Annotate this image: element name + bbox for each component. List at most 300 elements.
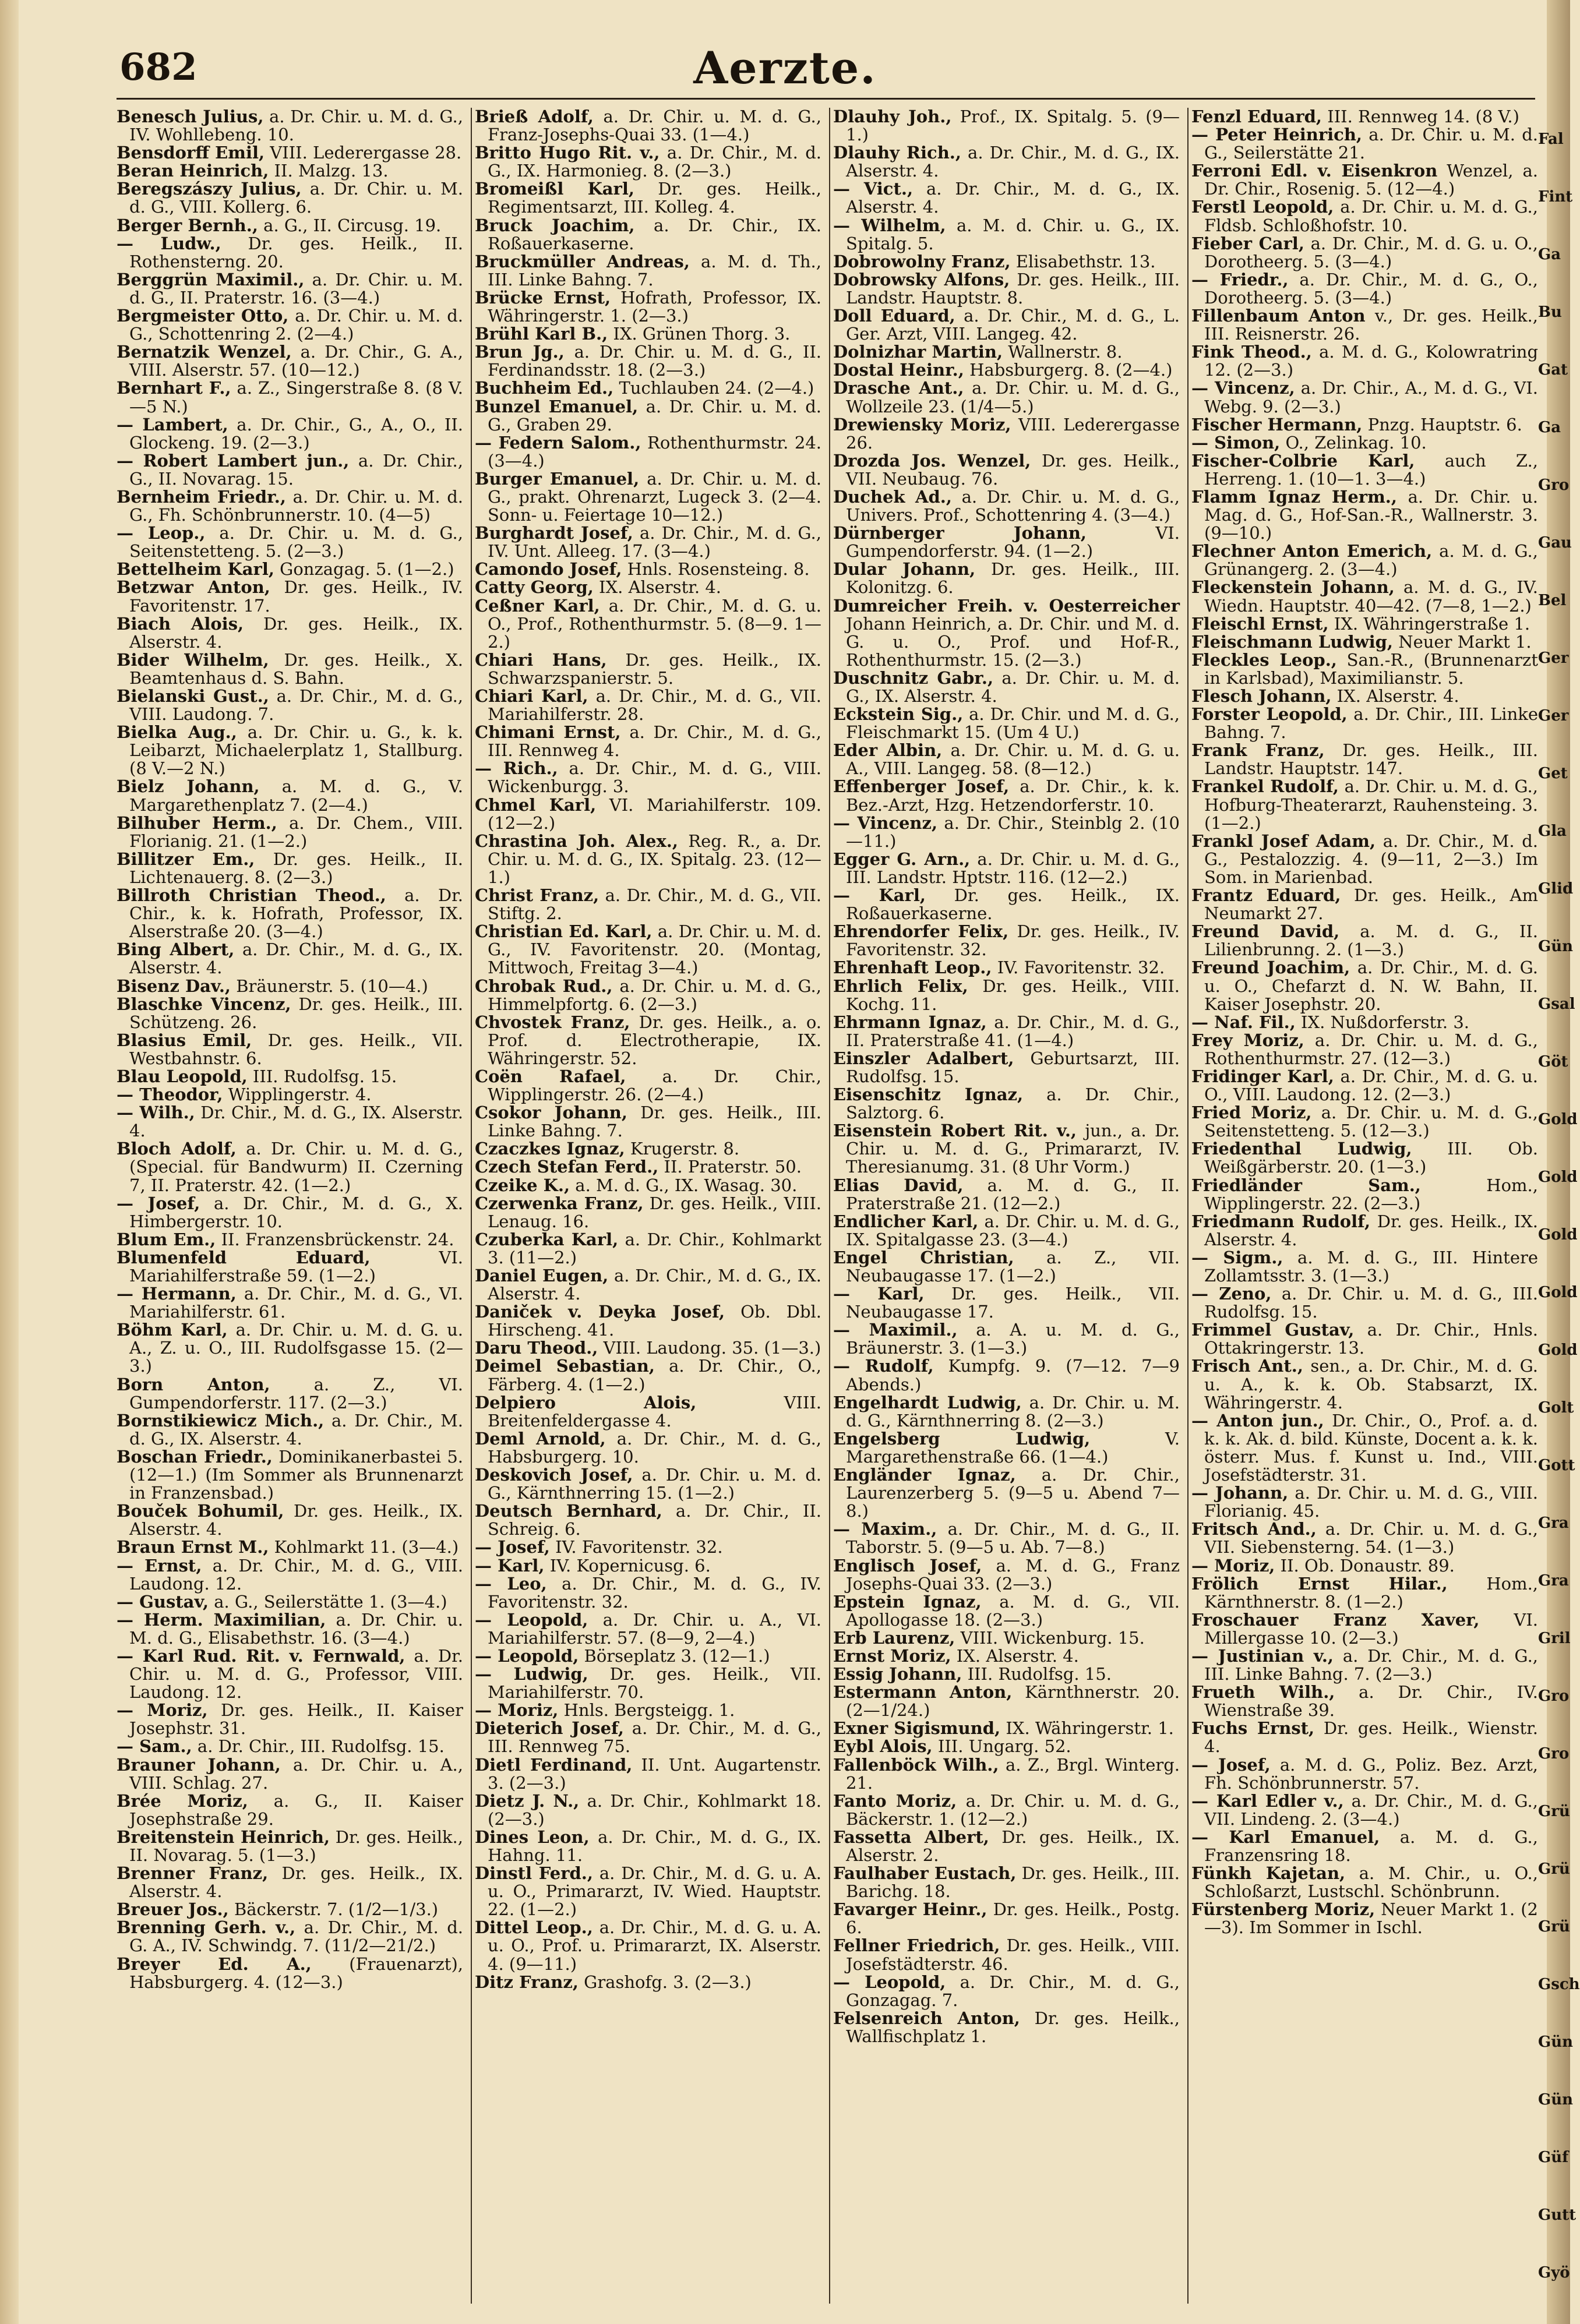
directory-entry xyxy=(117,1104,463,1140)
entry-details: a. Dr. Chir., M. d. G. u. O., Dorotheerg. 5. (3—4.) xyxy=(1204,233,1538,271)
entry-details: Geburtsarzt, III. Rudolfsg. 15. xyxy=(846,1048,1180,1086)
entry-details: II. Unt. Augartenstr. 3. (2—3.) xyxy=(488,1754,821,1793)
entry-details: a. Dr. Chir., k. k. Hofrath, Professor, IX. Alserstraße 20. (3—4.) xyxy=(129,885,464,942)
entry-name: Bisenz Dav., xyxy=(117,976,231,996)
entry-details: Dr. ges. Heilk., IX. Roßauerkaserne. xyxy=(846,885,1180,924)
entry-details: III. Rudolfsg. 15. xyxy=(247,1066,397,1086)
entry-name: Burghardt Josef, xyxy=(475,523,633,543)
entry-details: a. Dr. Chir., M. d. G., IX. Alserstr. 4. xyxy=(488,1266,821,1304)
directory-entry xyxy=(475,180,821,216)
entry-name: — Leopold, xyxy=(475,1609,588,1630)
running-title: Aerzte. xyxy=(693,42,877,94)
entry-name: — Anton jun., xyxy=(1191,1410,1324,1431)
entry-name: Dürnberger Johann, xyxy=(833,523,1087,543)
entry-details: VIII. Breitenfeldergasse 4. xyxy=(488,1392,821,1431)
entry-name: — Sam., xyxy=(117,1736,192,1757)
entry-name: Fridinger Karl, xyxy=(1191,1066,1334,1086)
entry-details: Dominikanerbastei 5. (12—1.) (Im Sommer als Brunnenarzt in Franzensbad.) xyxy=(129,1446,463,1503)
entry-details: VI. Mariahilferstraße 59. (1—2.) xyxy=(129,1247,463,1285)
entry-name: — Wilhelm, xyxy=(833,215,946,235)
directory-entry xyxy=(117,1086,463,1104)
entry-name: Froschauer Franz Xaver, xyxy=(1191,1609,1480,1630)
directory-entry xyxy=(475,524,821,560)
directory-entry xyxy=(833,886,1180,923)
facing-page-fragment: Gra xyxy=(1538,1572,1569,1590)
directory-entry xyxy=(117,1756,463,1792)
entry-name: Ehrlich Felix, xyxy=(833,976,968,996)
directory-entry xyxy=(117,1376,463,1412)
entry-details: a. Dr. Chir., M. d. G., IV. Unt. Alleeg. 17. (3—4.) xyxy=(488,523,821,561)
directory-column-2 xyxy=(475,108,821,2304)
entry-name: Biach Alois, xyxy=(117,613,244,634)
entry-details: VI. Gumpendorferstr. 94. (1—2.) xyxy=(846,523,1180,561)
entry-details: VI. Mariahilferstr. 109. (12—2.) xyxy=(488,794,821,833)
directory-entry xyxy=(833,597,1180,669)
entry-name: Deskovich Josef, xyxy=(475,1465,633,1485)
entry-details: IX. Alserstr. 4. xyxy=(1331,686,1459,706)
entry-name: Deutsch Bernhard, xyxy=(475,1501,662,1521)
directory-entry xyxy=(1191,235,1538,271)
directory-entry xyxy=(833,1683,1180,1719)
directory-entry xyxy=(475,1719,821,1756)
entry-details: II. Malzg. 13. xyxy=(269,161,389,181)
entry-details: a. Dr. Chir. u. M. d. G., IX. Spitalgasse 23. (3—4.) xyxy=(846,1211,1180,1249)
entry-details: III. Ob. Weißgärberstr. 20. (1—3.) xyxy=(1204,1139,1538,1177)
directory-entry xyxy=(117,687,463,723)
facing-page-fragment: Gyö xyxy=(1538,2264,1570,2281)
entry-details: a. Dr. Chir., IX. Roßauerkaserne. xyxy=(488,215,821,253)
entry-name: — Leopold, xyxy=(475,1645,579,1666)
entry-details: Dr. ges. Heilk., III. Landstr. Hauptstr. 147. xyxy=(1204,740,1538,779)
directory-entry xyxy=(833,1647,1180,1665)
directory-entry xyxy=(833,705,1180,741)
entry-name: Czeike K., xyxy=(475,1175,570,1195)
entry-name: — Karl, xyxy=(833,1284,925,1304)
directory-entry xyxy=(117,1195,463,1231)
entry-name: Ehrmann Ignaz, xyxy=(833,1012,987,1032)
entry-name: Frankl Josef Adam, xyxy=(1191,831,1376,851)
entry-details: a. Dr. Chir. u. M. d. G., Fh. Schönbrunnerstr. 10. (4—5) xyxy=(129,486,463,525)
entry-name: Flesch Johann, xyxy=(1191,686,1332,706)
entry-details: a. Dr. Chir., Steinblg 2. (10—11.) xyxy=(846,813,1180,851)
directory-entry xyxy=(117,651,463,687)
entry-details: Dr. ges. Heilk., a. o. Prof. d. Electrotherapie, IX. Währingerstr. 52. xyxy=(488,1012,821,1068)
column-divider xyxy=(829,108,830,2304)
directory-entry xyxy=(1191,1756,1538,1792)
entry-name: Bornstikiewicz Mich., xyxy=(117,1410,325,1431)
entry-name: Fleischl Ernst, xyxy=(1191,613,1329,634)
entry-name: Breyer Ed. A., xyxy=(117,1954,312,1974)
facing-page-fragment: Glid xyxy=(1538,880,1574,898)
scan-left-edge xyxy=(0,0,19,2324)
entry-details: a. M. Chir., u. O., Schloßarzt, Lustschl. Schönbrunn. xyxy=(1204,1863,1538,1902)
facing-page-fragment: Gold xyxy=(1538,1226,1578,1244)
directory-entry xyxy=(117,886,463,941)
entry-details: a. Dr. Chir., Hnls. Ottakringerstr. 13. xyxy=(1204,1320,1539,1358)
directory-entry xyxy=(117,217,463,235)
entry-name: Fanto Moriz, xyxy=(833,1790,957,1811)
directory-entry xyxy=(117,1955,463,1991)
facing-page-fragment: Gla xyxy=(1538,822,1567,840)
entry-details: Dr. ges. Heilk., III. Linke Bahng. 7. xyxy=(488,1103,821,1141)
directory-entry xyxy=(833,2009,1180,2046)
entry-details: Reg. R., a. Dr. Chir. u. M. d. G., IX. Spitalg. 23. (12—1.) xyxy=(488,831,821,887)
directory-entry xyxy=(833,253,1180,271)
directory-entry xyxy=(475,1303,821,1339)
entry-details: IX. Alserstr. 4. xyxy=(593,577,722,598)
entry-name: Engelsberg Ludwig, xyxy=(833,1428,1091,1449)
entry-name: — Hermann, xyxy=(117,1284,237,1304)
directory-entry xyxy=(117,1792,463,1828)
facing-page-fragment: Gün xyxy=(1538,2033,1574,2051)
entry-name: — Rudolf, xyxy=(833,1356,934,1376)
directory-entry xyxy=(475,108,821,144)
entry-name: — Ludwig, xyxy=(475,1664,588,1684)
entry-name: Daru Theod., xyxy=(475,1338,598,1358)
entry-details: a. M. d. G., Poliz. Bez. Arzt, Fh. Schönbrunnerstr. 57. xyxy=(1204,1754,1539,1793)
entry-details: v., Dr. ges. Heilk., III. Reisnerstr. 26. xyxy=(1204,306,1538,344)
directory-entry xyxy=(833,923,1180,959)
directory-entry xyxy=(1191,1864,1538,1901)
entry-name: Friedmann Rudolf, xyxy=(1191,1211,1371,1231)
entry-details: Dr. ges. Heilk., Postg. 6. xyxy=(846,1899,1180,1938)
directory-entry xyxy=(1191,1013,1538,1032)
entry-name: — Josef, xyxy=(475,1537,550,1557)
entry-details: a. M. d. Chir. u. G., IX. Spitalg. 5. xyxy=(846,215,1180,253)
entry-details: a. Dr. Chir. u. M. d. G., Bäckerstr. 1. (12—2.) xyxy=(846,1790,1180,1829)
entry-name: — Leo, xyxy=(475,1573,547,1594)
entry-name: Duschnitz Gabr., xyxy=(833,667,994,688)
entry-name: Buchheim Ed., xyxy=(475,378,614,398)
entry-details: Tuchlauben 24. (2—4.) xyxy=(613,378,814,398)
directory-entry xyxy=(833,1792,1180,1828)
entry-name: Dinstl Ferd., xyxy=(475,1863,593,1884)
directory-entry xyxy=(475,832,821,886)
directory-entry xyxy=(475,1919,821,1973)
entry-details: San.-R., (Brunnenarzt in Karlsbad), Maximilianstr. 5. xyxy=(1204,649,1538,688)
entry-name: Chrastina Joh. Alex., xyxy=(475,831,678,851)
entry-name: Exner Sigismund, xyxy=(833,1718,1001,1739)
entry-name: Egger G. Arn., xyxy=(833,849,971,869)
entry-name: Brun Jg., xyxy=(475,342,565,362)
directory-entry xyxy=(117,1285,463,1321)
entry-details: III. Rudolfsg. 15. xyxy=(962,1664,1112,1684)
directory-entry xyxy=(833,307,1180,343)
entry-details: a. Dr. Chir. u. M. d. G., Univers. Prof., Schottenring 4. (3—4.) xyxy=(846,486,1180,525)
entry-details: a. Dr. Chir., III. Rudolfsg. 15. xyxy=(192,1736,445,1757)
entry-details: a. M. d. G., III. Hintere Zollamtsstr. 3. (1—3.) xyxy=(1204,1247,1539,1285)
entry-details: a. Dr. Chir., G. A., VIII. Alserstr. 57. (10—12.) xyxy=(129,342,463,380)
entry-name: Engländer Ignaz, xyxy=(833,1465,1016,1485)
entry-name: Blasius Emil, xyxy=(117,1030,252,1050)
entry-details: a. Z., VI. Gumpendorferstr. 117. (2—3.) xyxy=(129,1374,463,1412)
directory-entry xyxy=(117,1701,463,1737)
directory-entry xyxy=(833,361,1180,379)
entry-name: Dumreicher Freih. v. Oesterreicher xyxy=(833,595,1180,616)
entry-name: Faulhaber Eustach, xyxy=(833,1863,1017,1884)
entry-details: VIII. Wickenburg. 15. xyxy=(955,1627,1145,1648)
directory-entry xyxy=(1191,1068,1538,1104)
directory-entry xyxy=(833,1557,1180,1593)
directory-entry xyxy=(117,995,463,1032)
page-number: 682 xyxy=(119,45,198,89)
entry-name: — Theodor, xyxy=(117,1085,223,1105)
entry-name: Britto Hugo Rit. v., xyxy=(475,143,660,163)
entry-details: a. Dr. Chir., M. d. G., VIII. Laudong. 7. xyxy=(129,686,464,725)
entry-details: a. M. d. G., Grünangerg. 2. (3—4.) xyxy=(1204,541,1538,580)
entry-details: Kohlmarkt 11. (3—4.) xyxy=(269,1537,459,1557)
directory-entry xyxy=(833,488,1180,524)
entry-details: Wenzel, a. Dr. Chir., Rosenig. 5. (12—4.) xyxy=(1204,161,1538,199)
entry-details: a. Dr. Chir., M. d. G. u. A. u. O., Prof. u. Primararzt, IX. Alserstr. 4. (9—11.) xyxy=(488,1917,821,1974)
entry-name: Brée Moriz, xyxy=(117,1790,248,1811)
facing-page-fragment: Get xyxy=(1538,765,1568,782)
facing-page-fragment: Gsal xyxy=(1538,995,1575,1013)
entry-details: a. Dr. Chir. u. Mag. d. G., Hof-San.-R., Wallnerstr. 3. (9—10.) xyxy=(1204,486,1538,543)
entry-details: a. Dr. Chir., Kohlmarkt 18. (2—3.) xyxy=(488,1790,821,1829)
entry-name: Brauner Johann, xyxy=(117,1754,281,1775)
entry-name: Bunzel Emanuel, xyxy=(475,396,639,416)
entry-name: Frankel Rudolf, xyxy=(1191,776,1339,797)
entry-details: a. M. d. G., II. Praterstraße 21. (12—2.) xyxy=(846,1175,1180,1213)
directory-entry xyxy=(117,144,463,162)
entry-name: Bernheim Friedr., xyxy=(117,486,286,507)
entry-details: Wallnerstr. 8. xyxy=(1003,342,1123,362)
entry-details: Dr. ges. Heilk., VIII. Kochg. 11. xyxy=(846,976,1180,1014)
directory-entry xyxy=(833,1177,1180,1213)
entry-details: Dr. Chir., M. d. G., IX. Alserstr. 4. xyxy=(129,1103,463,1141)
directory-entry xyxy=(1191,1213,1538,1249)
entry-details: a. Dr. Chir. u. M. d. G. u. A., VIII. Langeg. 58. (8—12.) xyxy=(846,740,1180,779)
directory-entry xyxy=(1191,434,1538,452)
entry-name: Frey Moriz, xyxy=(1191,1030,1304,1050)
directory-entry xyxy=(1191,705,1538,741)
directory-entry xyxy=(1191,1140,1538,1176)
facing-page-fragment: Göt xyxy=(1538,1053,1568,1071)
entry-details: a. G., Seilerstätte 1. (3—4.) xyxy=(209,1591,447,1612)
facing-page-fragment: Gro xyxy=(1538,1687,1570,1705)
entry-details: a. Dr. Chir. u. M. d. G., III. Landstr. Hptstr. 116. (12—2.) xyxy=(846,849,1180,887)
directory-entry xyxy=(1191,1412,1538,1484)
entry-details: a. Dr. Chem., VIII. Florianig. 21. (1—2.) xyxy=(129,813,463,851)
entry-details: a. Dr. Chir. u. M. d. G., Schottenring 2. (2—4.) xyxy=(129,306,463,344)
entry-name: Ehrenhaft Leop., xyxy=(833,958,992,978)
entry-details: a. Dr. Chir. u. M. d. G., II. Praterstr. 16. (3—4.) xyxy=(129,269,464,308)
directory-entry xyxy=(475,1647,821,1665)
directory-entry xyxy=(1191,488,1538,542)
entry-details: Dr. ges. Heilk., VIII. Josefstädterstr. 46. xyxy=(846,1936,1180,1974)
entry-details: a. Dr. Chir., M. d. G., VIII. Laudong. 12. xyxy=(129,1555,463,1594)
directory-entry xyxy=(117,271,463,307)
entry-name: Brühl Karl B., xyxy=(475,324,608,344)
directory-entry xyxy=(117,1448,463,1502)
entry-details: a. Dr. Chir., M. d. G., Pestalozzig. 4. (9—11, 2—3.) Im Som. in Marienbad. xyxy=(1204,831,1538,887)
entry-details: III. Ungarg. 52. xyxy=(932,1736,1071,1757)
directory-entry xyxy=(475,289,821,325)
entry-name: — Karl Emanuel, xyxy=(1191,1827,1380,1847)
entry-details: a. Dr. Chir. u. M. d. G., (Special. für Bandwurm) II. Czerning 7, II. Praterstr. 42. (1—2.) xyxy=(129,1139,463,1195)
directory-entry xyxy=(475,1104,821,1140)
entry-name: Böhm Karl, xyxy=(117,1320,228,1340)
directory-entry xyxy=(475,651,821,687)
directory-entry xyxy=(833,271,1180,307)
entry-name: Burger Emanuel, xyxy=(475,468,640,489)
directory-entry xyxy=(833,1086,1180,1122)
directory-entry xyxy=(1191,343,1538,379)
directory-entry xyxy=(475,560,821,578)
entry-name: Brücke Ernst, xyxy=(475,287,611,308)
entry-name: Englisch Josef, xyxy=(833,1555,982,1576)
entry-details: Dr. ges. Heilk., IX. Alserstr. 2. xyxy=(846,1827,1180,1865)
facing-page-fragment: Gsch xyxy=(1538,1976,1580,1993)
entry-details: a. Dr. Chir., G., II. Novarag. 15. xyxy=(129,450,463,489)
entry-details: VIII. Lederergasse 28. xyxy=(264,143,462,163)
entry-details: Wipplingerstr. 4. xyxy=(223,1085,372,1105)
directory-entry xyxy=(117,850,463,886)
entry-name: Blum Em., xyxy=(117,1229,216,1249)
directory-entry xyxy=(475,1502,821,1538)
entry-details: Pnzg. Hauptstr. 6. xyxy=(1362,414,1522,435)
directory-entry xyxy=(1191,1177,1538,1213)
directory-entry xyxy=(475,1068,821,1104)
entry-name: Fried Moriz, xyxy=(1191,1103,1312,1123)
directory-entry xyxy=(475,760,821,796)
entry-name: Frölich Ernst Hilar., xyxy=(1191,1573,1448,1594)
directory-entry xyxy=(117,1647,463,1701)
directory-entry xyxy=(833,1973,1180,2009)
directory-entry xyxy=(117,1321,463,1375)
entry-name: Chiari Karl, xyxy=(475,686,588,706)
entry-name: Bielanski Gust., xyxy=(117,686,269,706)
entry-details: Hnls. Rosensteing. 8. xyxy=(622,559,810,580)
facing-page-fragment: Fint xyxy=(1538,188,1573,206)
entry-details: Dr. ges. Heilk., III. Landstr. Hauptstr. 8. xyxy=(846,269,1180,308)
entry-details: a. Dr. Chir., Kohlmarkt 3. (11—2.) xyxy=(488,1229,821,1267)
entry-name: — Federn Salom., xyxy=(475,432,641,453)
entry-name: Deml Arnold, xyxy=(475,1428,606,1449)
directory-entry xyxy=(475,1575,821,1611)
directory-entry xyxy=(475,1611,821,1647)
entry-name: Breitenstein Heinrich, xyxy=(117,1827,330,1847)
entry-details: a. M. d. G., Franzensring 18. xyxy=(1204,1827,1538,1865)
entry-name: — Johann, xyxy=(1191,1483,1289,1503)
directory-entry xyxy=(833,108,1180,144)
directory-entry xyxy=(475,379,821,397)
directory-entry xyxy=(475,1973,821,1991)
entry-details: a. Dr. Chir. u. M. d. G., Kärnthnerring 15. (1—2.) xyxy=(488,1465,822,1503)
entry-details: a. Dr. Chir., M. d. G., VII. Mariahilferstr. 28. xyxy=(488,686,821,725)
entry-details: Dr. ges. Heilk., IX. Alserstr. 4. xyxy=(129,1501,463,1539)
entry-details: a. Dr. Chir. u. M. d. G. u. A., Z. u. O., III. Rudolfsgasse 15. (2—3.) xyxy=(129,1320,463,1376)
entry-details: Dr. ges. Heilk., IX. Alserstr. 4. xyxy=(129,613,463,652)
directory-entry xyxy=(117,1502,463,1538)
facing-page-fragment: Bu xyxy=(1538,303,1562,321)
entry-details: a. Dr. Chir. u. M. d. G., II. Ferdinandsstr. 18. (2—3.) xyxy=(488,342,821,380)
directory-entry xyxy=(117,1231,463,1249)
entry-details: a. Dr. Chir., M. d. G., II. Praterstraße 41. (1—4.) xyxy=(846,1012,1180,1050)
entry-name: — Leop., xyxy=(117,523,206,543)
directory-entry xyxy=(1191,959,1538,1013)
directory-entry xyxy=(1191,1557,1538,1575)
entry-name: Billitzer Em., xyxy=(117,849,255,869)
directory-column-4 xyxy=(1191,108,1538,2304)
directory-entry xyxy=(117,180,463,216)
facing-page-fragment: Gutt xyxy=(1538,2206,1577,2224)
entry-details: a. Dr. Chir., Wipplingerstr. 26. (2—4.) xyxy=(488,1066,821,1105)
directory-entry xyxy=(833,1665,1180,1683)
directory-entry xyxy=(117,1828,463,1864)
directory-entry xyxy=(833,1593,1180,1629)
entry-name: Freund David, xyxy=(1191,921,1340,942)
directory-entry xyxy=(833,416,1180,452)
entry-name: — Karl Edler v., xyxy=(1191,1790,1344,1811)
entry-name: — Maxim., xyxy=(833,1519,937,1539)
entry-details: Hom., Wipplingerstr. 22. (2—3.) xyxy=(1204,1175,1538,1213)
directory-entry xyxy=(1191,633,1538,651)
entry-name: Ferstl Leopold, xyxy=(1191,197,1334,217)
directory-entry xyxy=(1191,778,1538,832)
facing-page-fragment: Gün xyxy=(1538,938,1574,955)
directory-entry xyxy=(833,1828,1180,1864)
entry-name: Favarger Heinr., xyxy=(833,1899,988,1920)
entry-details: Bräunerstr. 5. (10—4.) xyxy=(231,976,428,996)
entry-name: Camondo Josef, xyxy=(475,559,622,580)
entry-details: a. G., II. Kaiser Josephstraße 29. xyxy=(129,1790,464,1829)
entry-details: IX. Grünen Thorg. 3. xyxy=(608,324,791,344)
entry-details: a. Dr. Chir., G., A., O., II. Glockeng. 19. (2—3.) xyxy=(129,414,463,453)
directory-entry xyxy=(117,615,463,651)
entry-details: Kumpfg. 9. (7—12. 7—9 Abends.) xyxy=(846,1356,1180,1394)
entry-name: Chvostek Franz, xyxy=(475,1012,630,1032)
entry-name: Delpiero Alois, xyxy=(475,1392,697,1412)
entry-details: IV. Favoritenstr. 32. xyxy=(549,1537,723,1557)
entry-name: Betzwar Anton, xyxy=(117,577,270,598)
entry-name: Fieber Carl, xyxy=(1191,233,1304,253)
entry-details: Dr. ges. Heilk., II. Rothensterng. 20. xyxy=(129,233,463,271)
directory-entry xyxy=(475,1267,821,1303)
entry-details: Dr. ges. Heilk., IX. Alserstr. 4. xyxy=(1204,1211,1538,1249)
facing-page-fragment: Ga xyxy=(1538,246,1561,263)
entry-details: a. M. d. G., V. Margarethenplatz 7. (2—4.) xyxy=(129,776,463,815)
directory-entry xyxy=(1191,832,1538,886)
entry-name: Bielz Johann, xyxy=(117,776,260,797)
directory-entry xyxy=(475,1430,821,1466)
directory-entry xyxy=(833,1394,1180,1430)
entry-name: Bielka Aug., xyxy=(117,722,237,743)
entry-name: Freund Joachim, xyxy=(1191,958,1350,978)
directory-entry xyxy=(833,850,1180,886)
directory-entry xyxy=(1191,1032,1538,1068)
directory-entry xyxy=(117,723,463,778)
directory-entry xyxy=(1191,578,1538,614)
directory-entry xyxy=(475,1864,821,1919)
entry-details: Rothenthurmstr. 24. (3—4.) xyxy=(488,432,821,471)
entry-details: IX. Alserstr. 4. xyxy=(951,1645,1079,1666)
entry-name: Czech Stefan Ferd., xyxy=(475,1157,659,1177)
directory-entry xyxy=(475,1466,821,1502)
entry-details: Dr. ges. Heilk., III. Schützeng. 26. xyxy=(129,994,463,1032)
entry-details: a. Dr. Chir., M. d. G., III. Rennweg 4. xyxy=(488,722,821,761)
entry-name: Blaschke Vincenz, xyxy=(117,994,291,1014)
entry-name: Fritsch And., xyxy=(1191,1519,1317,1539)
directory-entry xyxy=(475,217,821,253)
entry-name: Catty Georg, xyxy=(475,577,594,598)
entry-name: — Lambert, xyxy=(117,414,228,435)
directory-entry xyxy=(475,886,821,923)
directory-entry xyxy=(117,1919,463,1955)
entry-details: a. M. d. G., IX. Wasag. 30. xyxy=(570,1175,798,1195)
directory-entry xyxy=(475,1756,821,1792)
